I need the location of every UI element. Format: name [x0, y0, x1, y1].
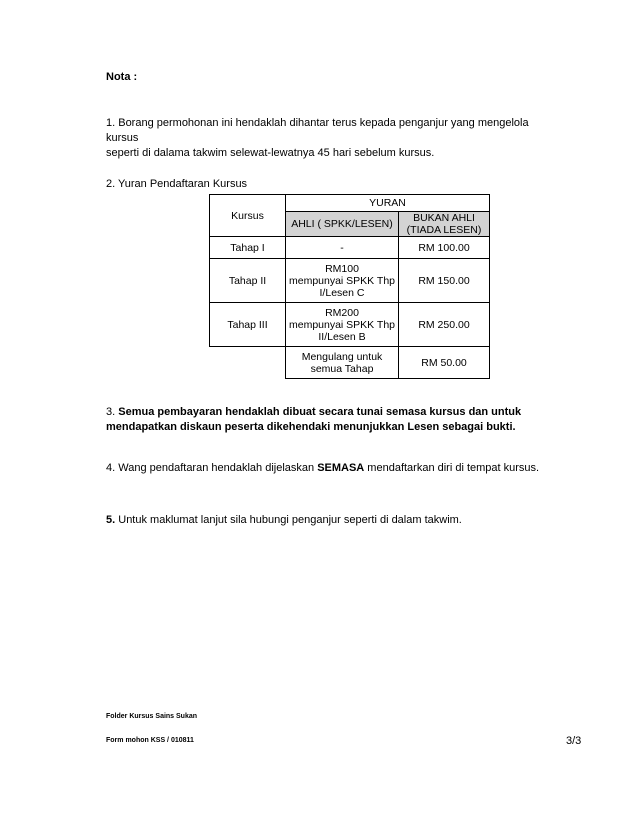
- header-bukan-ahli-line-2: (TIADA LESEN): [406, 224, 482, 236]
- row-ahli-line: I/Lesen C: [319, 286, 365, 299]
- note-item-4-bold: SEMASA: [317, 462, 365, 474]
- note-item-5: [106, 513, 576, 528]
- row-bukan-ahli: RM 50.00: [399, 347, 490, 379]
- table-row: [210, 303, 490, 347]
- row-ahli-line: mempunyai SPKK Thp: [288, 318, 396, 331]
- row-ahli-line: RM200: [325, 306, 359, 319]
- footer-form: Form mohon KSS / 010811: [106, 737, 194, 744]
- note-item-1-line-1: 1. Borang permohonan ini hendaklah dihantar terus kepada penganjur yang mengelola kursus: [106, 117, 529, 144]
- note-item-1: [106, 116, 556, 161]
- row-ahli: [286, 259, 399, 303]
- note-item-3-text-1: Semua pembayaran hendaklah dibuat secara tunai semasa kursus dan untuk: [118, 406, 522, 418]
- note-item-5-text: Untuk maklumat lanjut sila hubungi penganjur seperti di dalam takwim.: [115, 514, 462, 526]
- note-item-4-after: mendaftarkan diri di tempat kursus.: [364, 462, 540, 474]
- fee-table-header-row-1: [210, 195, 490, 212]
- header-bukan-ahli: [399, 212, 490, 237]
- table-row: [210, 237, 490, 259]
- row-bukan-ahli: RM 250.00: [399, 303, 490, 347]
- row-ahli-line: semua Tahap: [310, 362, 374, 375]
- note-item-2: 2. Yuran Pendaftaran Kursus: [106, 178, 248, 190]
- row-kursus: Tahap III: [210, 303, 286, 347]
- table-row: [210, 347, 490, 379]
- note-item-3-line-1: [106, 405, 576, 420]
- nota-heading: Nota :: [106, 71, 138, 83]
- row-kursus: Tahap I: [210, 237, 286, 259]
- row-bukan-ahli: RM 100.00: [399, 237, 490, 259]
- note-item-3-line-2: mendapatkan diskaun peserta dikehendaki menunjukkan Lesen sebagai bukti.: [106, 421, 516, 433]
- table-row: [210, 259, 490, 303]
- header-bukan-ahli-line-1: BUKAN AHLI: [413, 212, 475, 224]
- footer-folder: Folder Kursus Sains Sukan: [106, 713, 198, 720]
- row-ahli: [286, 347, 399, 379]
- header-kursus: Kursus: [210, 195, 286, 237]
- header-yuran: YURAN: [286, 195, 490, 212]
- note-item-4-before: 4. Wang pendaftaran hendaklah dijelaskan: [106, 462, 318, 474]
- note-item-4: [106, 461, 576, 476]
- row-bukan-ahli: RM 150.00: [399, 259, 490, 303]
- row-kursus: [210, 347, 286, 379]
- row-ahli: -: [286, 237, 399, 259]
- note-item-5-number: 5.: [106, 514, 116, 526]
- note-item-1-line-2: seperti di dalama takwim selewat-lewatnya 45 hari sebelum kursus.: [106, 147, 435, 159]
- row-ahli: [286, 303, 399, 347]
- row-ahli-line: RM100: [325, 262, 359, 275]
- fee-table: [209, 194, 490, 379]
- header-ahli: AHLI ( SPKK/LESEN): [286, 212, 399, 237]
- page-number: 3/3: [566, 735, 582, 747]
- row-ahli-line: mempunyai SPKK Thp: [288, 274, 396, 287]
- note-item-3-number: 3.: [106, 406, 116, 418]
- row-ahli-line: Mengulang untuk: [301, 350, 383, 363]
- row-kursus: Tahap II: [210, 259, 286, 303]
- note-item-3: [106, 405, 576, 435]
- row-ahli-line: II/Lesen B: [318, 330, 366, 343]
